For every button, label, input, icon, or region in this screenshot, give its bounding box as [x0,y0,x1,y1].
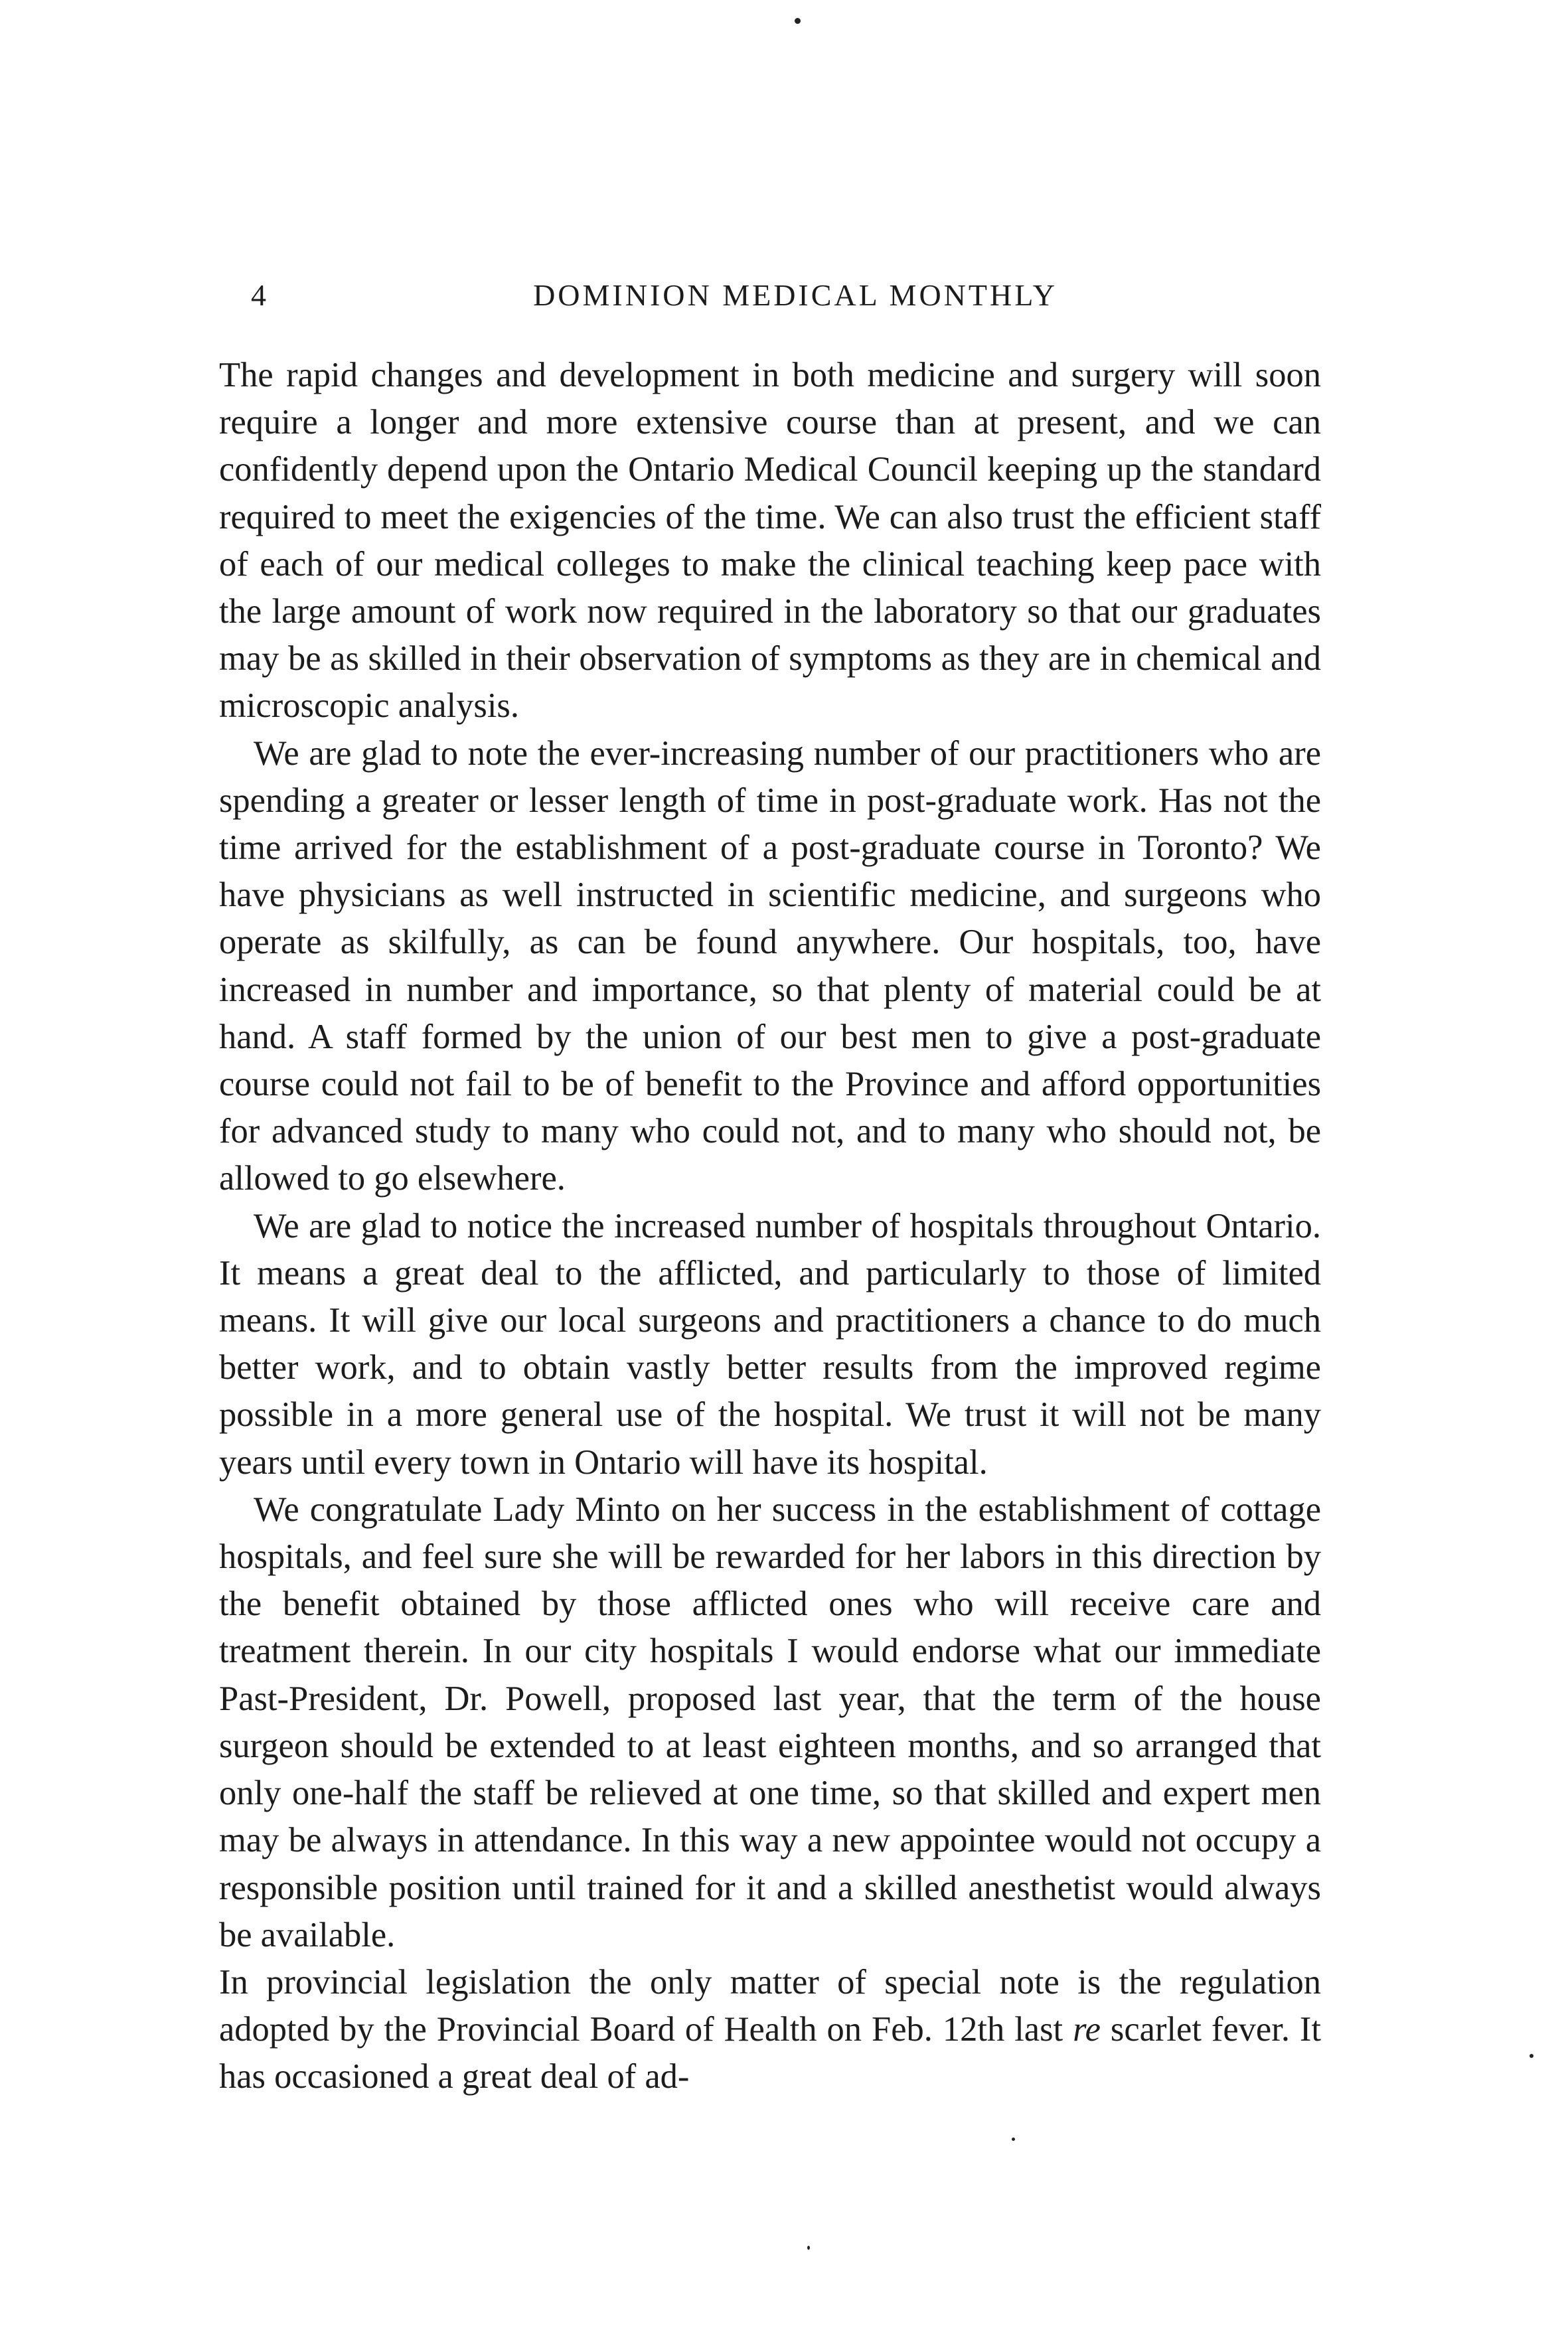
print-speck [1012,2138,1015,2141]
italic-re: re [1073,2010,1101,2049]
running-head [251,275,1340,322]
paragraph-text-end: scarlet fever. It has occasioned a great deal of ad- [219,2010,1322,2096]
print-speck [1529,2054,1533,2058]
paragraph-post-graduate-course: We are glad to note the ever-increasing number of our practitioners who are spending a greater or lesser length of time in post-graduate work. Has not the time arrived for the establishment of a post-graduate course in Toronto? We have physicians as well instructed in scientific medicine, and surgeons who operate as skilfully, as can be found anywhere. Our hospitals, too, have increased in number and importance, so that plenty of material could be at hand. A staff formed by the union of our best men to give a post-graduate course could not fail to be of benefit to the Province and afford opportunities for advanced study to many who could not, and to many who should not, be allowed to go elsewhere. [219,734,1321,1198]
print-speck [795,18,801,24]
paragraph-hospitals-ontario: We are glad to notice the increased number of hospitals throughout Ontario. It means a great deal to the afflicted, and particularly to those of limited means. It will give our local surgeons and practitioners a chance to do much better work, and to obtain vastly better results from the improved regime possible in a more general use of the hospital. We trust it will not be many years until every town in Ontario will have its hospital. [219,1206,1321,1482]
paragraph-text-start: In provincial legislation the only matter of special note is the regulation adopted by the Provincial Board of Health on Feb. 12th last [219,1962,1321,2049]
print-speck [807,2246,810,2250]
paragraph-medical-education: The rapid changes and development in both medicine and surgery will soon require a longer and more extensive course than at present, and we can confidently depend upon the Ontario Medical Council keeping up the standard required to meet the exigencies of the time. We can also trust the efficient staff of each of our medical colleges to make the clinical teaching keep pace with the large amount of work now required in the laboratory so that our graduates may be as skilled in their observation of symptoms as they are in chemical and microscopic analysis. [219,356,1321,726]
journal-title: DOMINION MEDICAL MONTHLY [533,278,1058,312]
article-body [219,352,1321,2101]
paragraph-cottage-hospitals: We congratulate Lady Minto on her success in the establishment of cottage hospitals, and feel sure she will be rewarded for her labors in this direction by the benefit obtained by those afflicted ones who will receive care and treatment therein. In our city hospitals I would endorse what our immediate Past-President, Dr. Powell, proposed last year, that the term of the house surgeon should be extended to at least eighteen months, and so arranged that only one-half the staff be relieved at one time, so that skilled and expert men may be always in attendance. In this way a new appointee would not occupy a responsible position until trained for it and a skilled anesthetist would always be available. [219,1490,1321,1954]
paragraph-provincial-legislation [219,1959,1321,2101]
page-number: 4 [251,278,266,312]
